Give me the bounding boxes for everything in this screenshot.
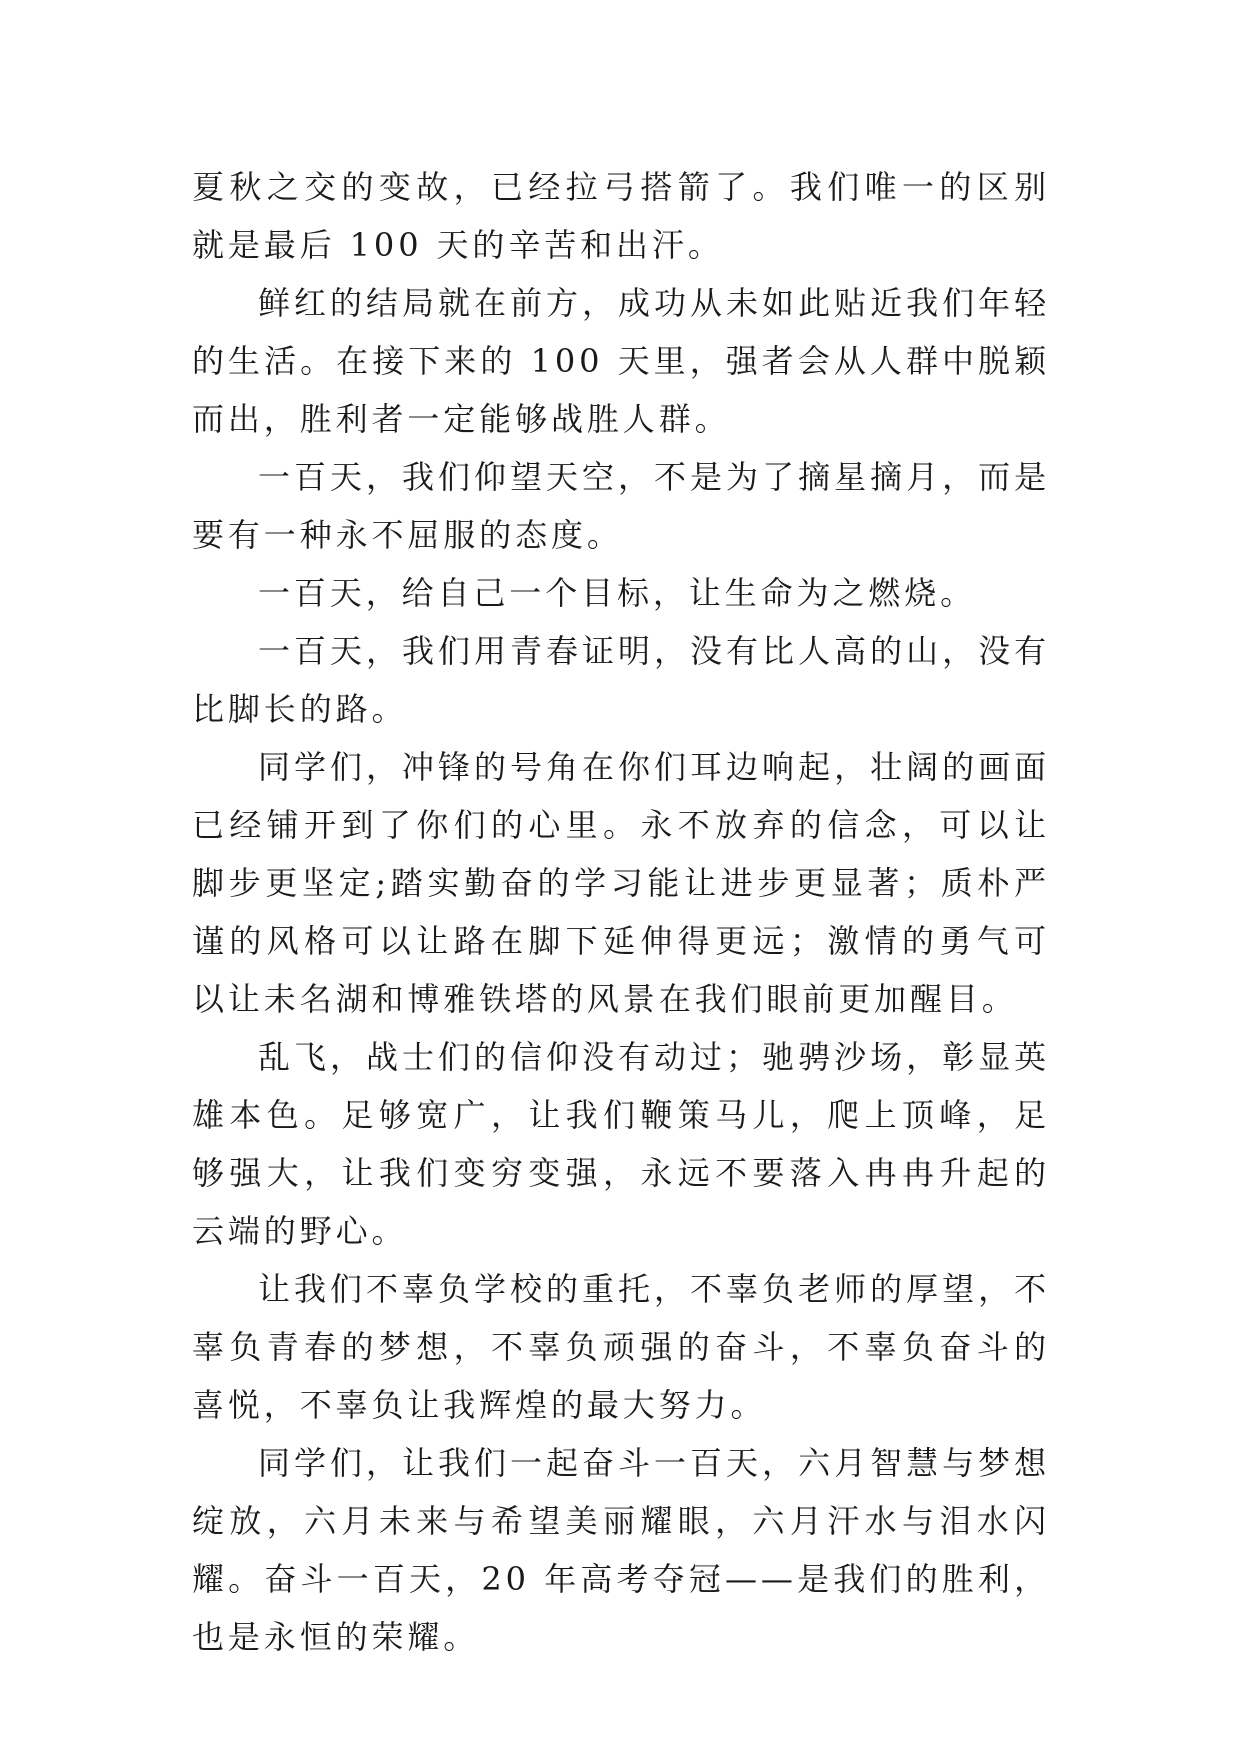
paragraph-3: 一百天，我们仰望天空，不是为了摘星摘月，而是要有一种永不屈服的态度。 <box>192 458 1050 554</box>
paragraph-8: 让我们不辜负学校的重托，不辜负老师的厚望，不辜负青春的梦想，不辜负顽强的奋斗，不辜负奋斗的喜悦，不辜负让我辉煌的最大努力。 <box>192 1270 1050 1424</box>
paragraph-5: 一百天，我们用青春证明，没有比人高的山，没有比脚长的路。 <box>192 632 1050 728</box>
paragraph-1: 夏秋之交的变故，已经拉弓搭箭了。我们唯一的区别就是最后 100 天的辛苦和出汗。 <box>192 168 1050 264</box>
paragraph-4: 一百天，给自己一个目标，让生命为之燃烧。 <box>258 574 977 612</box>
paragraph-9: 同学们，让我们一起奋斗一百天，六月智慧与梦想绽放，六月未来与希望美丽耀眼，六月汗水与泪水闪耀。奋斗一百天，20 年高考夺冠——是我们的胜利，也是永恒的荣耀。 <box>192 1444 1050 1656</box>
paragraph-7: 乱飞，战士们的信仰没有动过；驰骋沙场，彰显英雄本色。足够宽广，让我们鞭策马儿，爬上顶峰，足够强大，让我们变穷变强，永远不要落入冉冉升起的云端的野心。 <box>192 1038 1050 1250</box>
paragraph-2: 鲜红的结局就在前方，成功从未如此贴近我们年轻的生活。在接下来的 100 天里，强者会从人群中脱颖而出，胜利者一定能够战胜人群。 <box>192 284 1050 438</box>
document-body <box>192 158 1050 1666</box>
paragraph-6: 同学们，冲锋的号角在你们耳边响起，壮阔的画面已经铺开到了你们的心里。永不放弃的信念，可以让脚步更坚定;踏实勤奋的学习能让进步更显著；质朴严谨的风格可以让路在脚下延伸得更远；激情的勇气可以让未名湖和博雅铁塔的风景在我们眼前更加醒目。 <box>192 748 1050 1018</box>
